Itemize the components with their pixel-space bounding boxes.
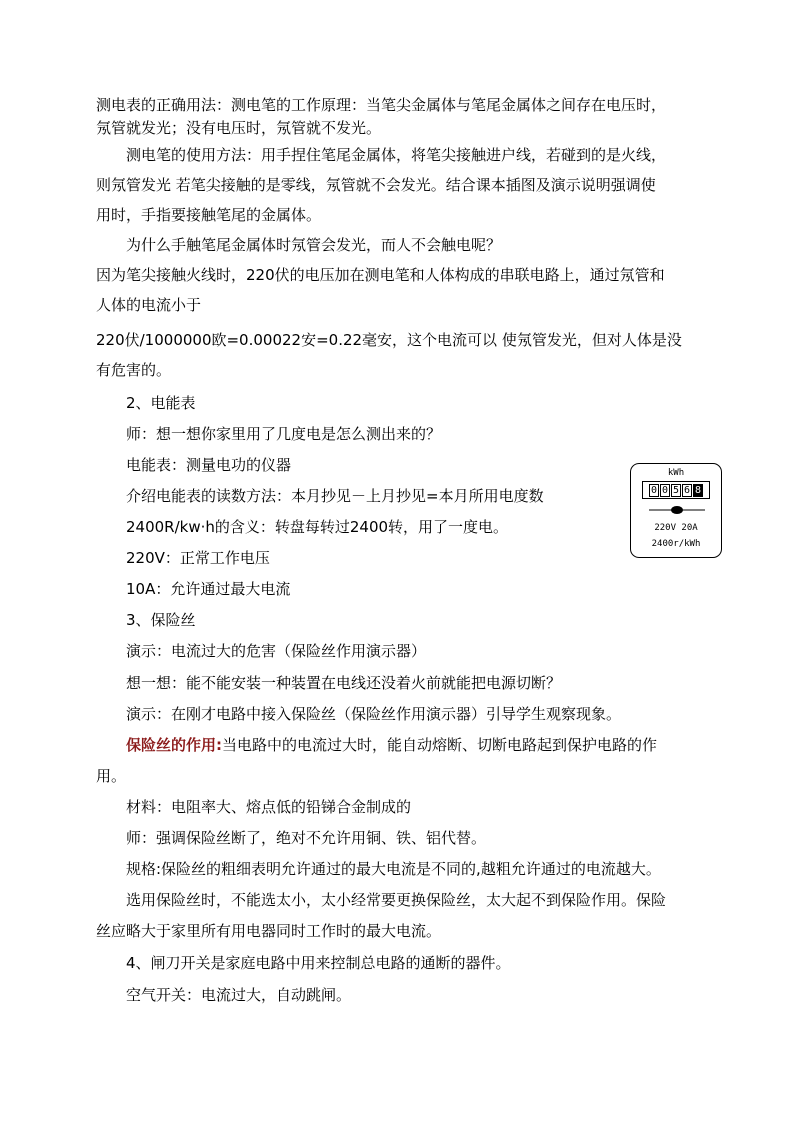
meter-disc-icon (649, 504, 705, 516)
paragraph-line: 用时，手指要接触笔尾的金属体。 (96, 206, 322, 224)
paragraph-line (126, 735, 657, 755)
paragraph-line: 220伏/1000000欧=0.00022安=0.22毫安，这个电流可以 使氖管发光，但对人体是没 (96, 331, 682, 349)
paragraph-line: 则氖管发光 若笔尖接触的是零线，氖管就不会发光。结合课本插图及演示说明强调使 (96, 176, 656, 194)
meter-unit-label: kWh (667, 468, 685, 478)
section-heading: 2、电能表 (126, 394, 196, 412)
fuse-function-label: 保险丝的作用: (126, 736, 222, 754)
paragraph-line: 想一想：能不能安装一种装置在电线还没着火前就能把电源切断？ (126, 674, 562, 692)
meter-voltage-current: 220V 20A (654, 523, 698, 533)
paragraph-line: 电能表：测量电功的仪器 (126, 456, 292, 474)
meter-digit: 0 (661, 484, 669, 496)
section-heading: 4、闸刀开关是家庭电路中用来控制总电路的通断的器件。 (126, 954, 511, 972)
paragraph-line: 因为笔尖接触火线时，220伏的电压加在测电笔和人体构成的串联电路上，通过氖管和 (96, 266, 665, 284)
paragraph-line: 10A：允许通过最大电流 (126, 580, 291, 598)
paragraph-line: 师：强调保险丝断了，绝对不允许用铜、铁、铝代替。 (126, 829, 487, 847)
fuse-function-text: 当电路中的电流过大时，能自动熔断、切断电路起到保护电路的作 (222, 736, 658, 754)
meter-reading-window (642, 481, 710, 499)
paragraph-line: 测电表的正确用法：测电笔的工作原理：当笔尖金属体与笔尾金属体之间存在电压时， (96, 96, 667, 114)
paragraph-line: 选用保险丝时，不能选太小，太小经常要更换保险丝，太大起不到保险作用。保险 (126, 891, 667, 909)
paragraph-line: 氖管就发光；没有电压时，氖管就不发光。 (96, 119, 382, 137)
meter-digit: 0 (650, 484, 658, 496)
paragraph-line: 有危害的。 (96, 361, 172, 379)
paragraph-line: 演示：电流过大的危害（保险丝作用演示器） (126, 642, 427, 660)
paragraph-line: 师：想一想你家里用了几度电是怎么测出来的？ (126, 425, 442, 443)
paragraph-line: 2400R/kw·h的含义：转盘每转过2400转，用了一度电。 (126, 518, 509, 536)
meter-revolution-rate: 2400r/kWh (651, 539, 701, 549)
meter-digit: 6 (683, 484, 691, 496)
section-heading: 3、保险丝 (126, 611, 196, 629)
paragraph-line: 用。 (96, 767, 127, 785)
paragraph-line: 演示：在刚才电路中接入保险丝（保险丝作用演示器）引导学生观察现象。 (126, 705, 622, 723)
paragraph-line: 测电笔的使用方法：用手捏住笔尾金属体，将笔尖接触进户线，若碰到的是火线， (126, 146, 667, 164)
paragraph-line: 220V：正常工作电压 (126, 549, 270, 567)
meter-digit: 5 (672, 484, 680, 496)
paragraph-line: 丝应略大于家里所有用电器同时工作时的最大电流。 (96, 922, 442, 940)
paragraph-line: 人体的电流小于 (96, 296, 202, 314)
electric-meter-figure (630, 463, 722, 558)
meter-digit: 8 (694, 484, 702, 496)
paragraph-line: 材料：电阻率大、熔点低的铅锑合金制成的 (126, 798, 412, 816)
paragraph-line: 为什么手触笔尾金属体时氖管会发光，而人不会触电呢？ (126, 236, 502, 254)
paragraph-line: 规格:保险丝的粗细表明允许通过的最大电流是不同的,越粗允许通过的电流越大。 (126, 860, 661, 878)
paragraph-line: 空气开关：电流过大，自动跳闸。 (126, 986, 352, 1004)
paragraph-line: 介绍电能表的读数方法：本月抄见－上月抄见=本月所用电度数 (126, 487, 544, 505)
